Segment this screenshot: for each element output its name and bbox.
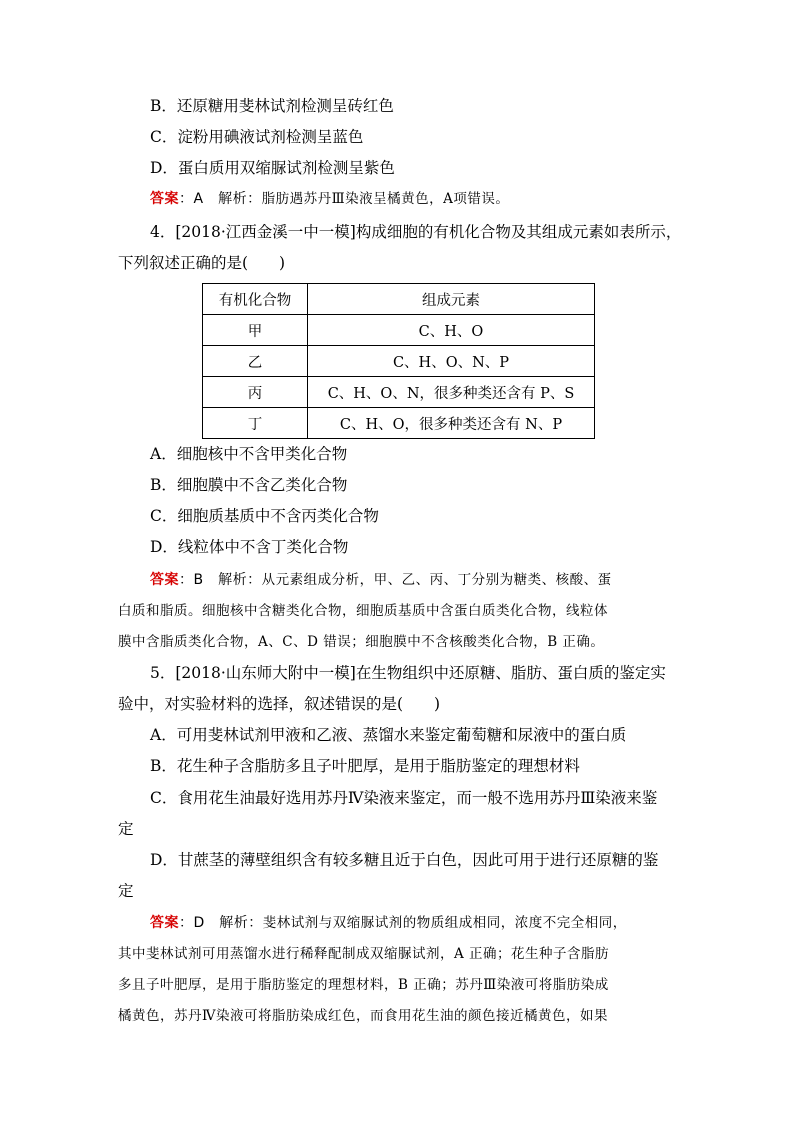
table-cell-compound: 丁 [203,408,308,439]
table-cell-compound: 丙 [203,377,308,408]
q5-option-b: B．花生种子含脂肪多且子叶肥厚，是用于脂肪鉴定的理想材料 [150,757,580,775]
q4-stem-line1: 4．[2018·江西金溪一中一模]构成细胞的有机化合物及其组成元素如表所示， [150,223,682,241]
q4-option-c: C．细胞质基质中不含丙类化合物 [150,507,379,525]
q4-stem-line2: 下列叙述正确的是( ) [118,254,286,272]
table-row [203,346,595,377]
q3-option-b: B．还原糖用斐林试剂检测呈砖红色 [150,97,394,115]
table-row [203,377,595,408]
q5-option-d-line1: D．甘蔗茎的薄壁组织含有较多糖且近于白色，因此可用于进行还原糖的鉴 [150,851,659,869]
answer-head: ：D 解析： [179,915,263,931]
table-cell-elements: C、H、O [308,315,595,346]
answer-text: 从元素组成分析，甲、乙、丙、丁分别为糖类、核酸、蛋 [261,572,612,588]
q3-answer [150,189,509,209]
q5-answer-line1 [150,913,627,933]
answer-head: ：B 解析： [179,572,262,588]
q5-answer-line3: 多且子叶肥厚，是用于脂肪鉴定的理想材料，B 正确；苏丹Ⅲ染液可将脂肪染成 [118,977,609,993]
q5-option-d-line2: 定 [118,882,134,900]
answer-text: 斐林试剂与双缩脲试剂的物质组成相同，浓度不完全相同， [262,915,627,931]
answer-head: ：A 解析： [179,191,262,207]
q4-answer-line1 [150,570,612,590]
table-row [203,408,595,439]
q5-stem-line1: 5．[2018·山东师大附中一模]在生物组织中还原糖、脂肪、蛋白质的鉴定实 [150,664,666,682]
table-cell-elements: C、H、O，很多种类还含有 N、P [308,408,595,439]
table-cell-compound: 甲 [203,315,308,346]
q5-stem-line2: 验中，对实验材料的选择，叙述错误的是( ) [118,695,441,713]
elements-table [202,283,595,439]
answer-label: 答案 [150,915,179,931]
q5-option-c-line1: C．食用花生油最好选用苏丹Ⅳ染液来鉴定，而一般不选用苏丹Ⅲ染液来鉴 [150,789,658,807]
answer-text: 脂肪遇苏丹Ⅲ染液呈橘黄色，A项错误。 [261,191,510,207]
table-header-row [203,284,595,315]
table-cell-elements: C、H、O、N，很多种类还含有 P、S [308,377,595,408]
table-cell-compound: 乙 [203,346,308,377]
q4-option-a: A．细胞核中不含甲类化合物 [150,445,348,463]
q3-option-d: D．蛋白质用双缩脲试剂检测呈紫色 [150,159,395,177]
q5-option-a: A．可用斐林试剂甲液和乙液、蒸馏水来鉴定葡萄糖和尿液中的蛋白质 [150,726,627,744]
answer-label: 答案 [150,191,179,207]
q3-option-c: C．淀粉用碘液试剂检测呈蓝色 [150,128,364,146]
q4-option-d: D．线粒体中不含丁类化合物 [150,538,349,556]
table-row [203,315,595,346]
q4-option-b: B．细胞膜中不含乙类化合物 [150,476,348,494]
q4-answer-line2: 白质和脂质。细胞核中含糖类化合物，细胞质基质中含蛋白质类化合物，线粒体 [118,603,608,619]
q5-answer-line2: 其中斐林试剂可用蒸馏水进行稀释配制成双缩脲试剂，A 正确；花生种子含脂肪 [118,946,610,962]
q4-answer-line3: 膜中含脂质类化合物，A、C、D 错误；细胞膜中不含核酸类化合物，B 正确。 [118,634,605,650]
table-cell-elements: C、H、O、N、P [308,346,595,377]
table-header-elements: 组成元素 [308,284,595,315]
table-header-compound: 有机化合物 [203,284,308,315]
answer-label: 答案 [150,572,179,588]
q5-option-c-line2: 定 [118,820,134,838]
q5-answer-line4: 橘黄色，苏丹Ⅳ染液可将脂肪染成红色，而食用花生油的颜色接近橘黄色，如果 [118,1008,608,1024]
